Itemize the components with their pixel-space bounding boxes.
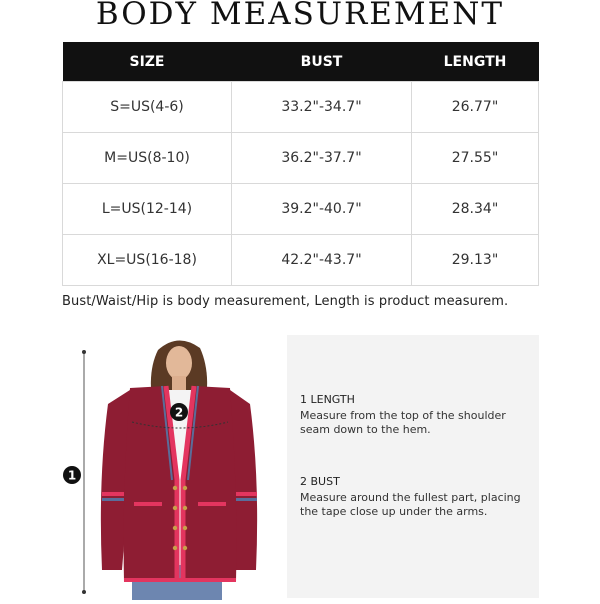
cardigan-figure: [60, 330, 280, 600]
length-guide-top-dot: [82, 350, 86, 354]
bust-cell: 42.2"-43.7": [232, 235, 412, 286]
button: [183, 486, 187, 490]
table-row: [63, 82, 539, 133]
size-cell: L=US(12-14): [63, 184, 232, 235]
length-cell: 27.55": [412, 133, 539, 184]
bust-text-line2: the tape close up under the arms.: [300, 505, 488, 518]
table-row: [63, 184, 539, 235]
left-cuff-stripe-pink: [102, 492, 124, 496]
marker-1-label: 1: [67, 468, 77, 483]
button: [173, 506, 177, 510]
header-length: LENGTH: [412, 42, 539, 82]
right-pocket-trim: [198, 502, 226, 506]
length-text-line2: seam down to the hem.: [300, 423, 431, 436]
marker-2-label: 2: [174, 405, 184, 420]
cardigan-illustration: [60, 330, 280, 600]
table-row: [63, 235, 539, 286]
length-text-line1: Measure from the top of the shoulder: [300, 409, 506, 422]
length-cell: 29.13": [412, 235, 539, 286]
right-cuff-stripe-blue: [236, 498, 257, 501]
bust-cell: 39.2"-40.7": [232, 184, 412, 235]
bust-cell: 33.2"-34.7": [232, 82, 412, 133]
button: [183, 546, 187, 550]
button: [173, 486, 177, 490]
bust-instruction: [300, 475, 521, 519]
page-title: BODY MEASUREMENT: [95, 0, 505, 32]
table-header-row: [63, 42, 539, 82]
header-bust: BUST: [232, 42, 412, 82]
right-cuff-stripe-pink: [236, 492, 257, 496]
length-guide-bottom-dot: [82, 590, 86, 594]
button: [173, 546, 177, 550]
face-shape: [166, 346, 192, 380]
left-pocket-trim: [134, 502, 162, 506]
button: [173, 526, 177, 530]
table-row: [63, 133, 539, 184]
length-instruction: [300, 393, 506, 437]
bust-cell: 36.2"-37.7": [232, 133, 412, 184]
left-cuff-stripe-blue: [102, 498, 124, 501]
size-chart-table: [62, 42, 539, 286]
size-cell: S=US(4-6): [63, 82, 232, 133]
button: [183, 506, 187, 510]
length-cell: 28.34": [412, 184, 539, 235]
button: [183, 526, 187, 530]
neck-shape: [172, 376, 186, 390]
size-cell: M=US(8-10): [63, 133, 232, 184]
measure-instructions-panel: [287, 335, 539, 598]
bust-heading: 2 BUST: [300, 475, 340, 488]
size-cell: XL=US(16-18): [63, 235, 232, 286]
length-cell: 26.77": [412, 82, 539, 133]
length-heading: 1 LENGTH: [300, 393, 355, 406]
header-size: SIZE: [63, 42, 232, 82]
measurement-note: Bust/Waist/Hip is body measurement, Length is product measurem.: [62, 294, 509, 309]
bust-text-line1: Measure around the fullest part, placing: [300, 491, 521, 504]
